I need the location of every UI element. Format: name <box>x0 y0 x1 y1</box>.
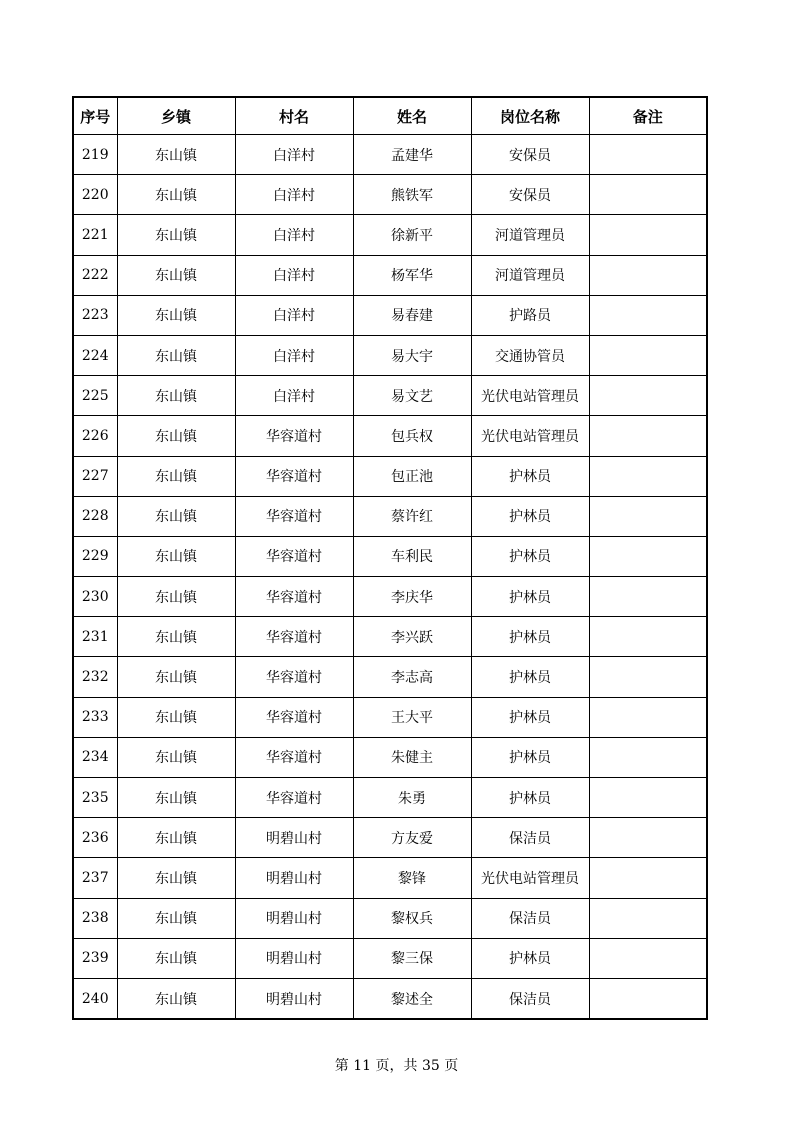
position-cell: 交通协管员 <box>471 335 589 375</box>
roster-table <box>72 96 708 1020</box>
name-cell: 蔡许红 <box>353 496 471 536</box>
name-cell: 黎三保 <box>353 938 471 978</box>
village-cell: 白洋村 <box>235 175 353 215</box>
index-cell: 238 <box>73 898 117 938</box>
table-header <box>73 97 707 135</box>
township-cell: 东山镇 <box>117 617 235 657</box>
remarks-cell <box>589 536 707 576</box>
name-cell: 朱健主 <box>353 737 471 777</box>
index-cell: 235 <box>73 778 117 818</box>
name-cell: 易大宇 <box>353 335 471 375</box>
index-cell: 227 <box>73 456 117 496</box>
name-cell: 孟建华 <box>353 135 471 175</box>
position-cell: 保洁员 <box>471 978 589 1019</box>
header-position: 岗位名称 <box>471 97 589 135</box>
township-cell: 东山镇 <box>117 737 235 777</box>
village-cell: 华容道村 <box>235 778 353 818</box>
village-cell: 白洋村 <box>235 335 353 375</box>
name-cell: 李兴跃 <box>353 617 471 657</box>
remarks-cell <box>589 376 707 416</box>
village-cell: 白洋村 <box>235 215 353 255</box>
village-cell: 明碧山村 <box>235 898 353 938</box>
name-cell: 李庆华 <box>353 577 471 617</box>
index-cell: 236 <box>73 818 117 858</box>
table-row <box>73 617 707 657</box>
index-cell: 221 <box>73 215 117 255</box>
name-cell: 易文艺 <box>353 376 471 416</box>
table-row <box>73 295 707 335</box>
remarks-cell <box>589 135 707 175</box>
index-cell: 229 <box>73 536 117 576</box>
remarks-cell <box>589 818 707 858</box>
village-cell: 华容道村 <box>235 737 353 777</box>
township-cell: 东山镇 <box>117 255 235 295</box>
village-cell: 华容道村 <box>235 577 353 617</box>
index-cell: 224 <box>73 335 117 375</box>
village-cell: 华容道村 <box>235 456 353 496</box>
position-cell: 护林员 <box>471 657 589 697</box>
position-cell: 护林员 <box>471 697 589 737</box>
index-cell: 219 <box>73 135 117 175</box>
position-cell: 安保员 <box>471 135 589 175</box>
header-remarks: 备注 <box>589 97 707 135</box>
remarks-cell <box>589 175 707 215</box>
name-cell: 黎权兵 <box>353 898 471 938</box>
header-village: 村名 <box>235 97 353 135</box>
position-cell: 护林员 <box>471 456 589 496</box>
name-cell: 李志高 <box>353 657 471 697</box>
position-cell: 护路员 <box>471 295 589 335</box>
township-cell: 东山镇 <box>117 938 235 978</box>
village-cell: 白洋村 <box>235 135 353 175</box>
position-cell: 护林员 <box>471 938 589 978</box>
village-cell: 华容道村 <box>235 416 353 456</box>
index-cell: 231 <box>73 617 117 657</box>
remarks-cell <box>589 657 707 697</box>
name-cell: 黎述全 <box>353 978 471 1019</box>
village-cell: 华容道村 <box>235 617 353 657</box>
remarks-cell <box>589 215 707 255</box>
village-cell: 明碧山村 <box>235 978 353 1019</box>
name-cell: 熊铁军 <box>353 175 471 215</box>
position-cell: 安保员 <box>471 175 589 215</box>
position-cell: 护林员 <box>471 617 589 657</box>
index-cell: 230 <box>73 577 117 617</box>
name-cell: 徐新平 <box>353 215 471 255</box>
page-footer: 第 11 页，共 35 页 <box>334 1058 459 1074</box>
remarks-cell <box>589 858 707 898</box>
index-cell: 233 <box>73 697 117 737</box>
township-cell: 东山镇 <box>117 456 235 496</box>
village-cell: 华容道村 <box>235 536 353 576</box>
village-cell: 明碧山村 <box>235 818 353 858</box>
name-cell: 王大平 <box>353 697 471 737</box>
table-row <box>73 818 707 858</box>
township-cell: 东山镇 <box>117 175 235 215</box>
position-cell: 河道管理员 <box>471 215 589 255</box>
remarks-cell <box>589 295 707 335</box>
village-cell: 白洋村 <box>235 295 353 335</box>
township-cell: 东山镇 <box>117 496 235 536</box>
table-row <box>73 376 707 416</box>
index-cell: 237 <box>73 858 117 898</box>
remarks-cell <box>589 737 707 777</box>
name-cell: 杨军华 <box>353 255 471 295</box>
table-body <box>73 135 707 1020</box>
township-cell: 东山镇 <box>117 577 235 617</box>
table-row <box>73 135 707 175</box>
name-cell: 包正池 <box>353 456 471 496</box>
position-cell: 护林员 <box>471 496 589 536</box>
township-cell: 东山镇 <box>117 376 235 416</box>
village-cell: 明碧山村 <box>235 938 353 978</box>
remarks-cell <box>589 978 707 1019</box>
table-row <box>73 335 707 375</box>
index-cell: 225 <box>73 376 117 416</box>
index-cell: 234 <box>73 737 117 777</box>
name-cell: 车利民 <box>353 536 471 576</box>
position-cell: 护林员 <box>471 536 589 576</box>
remarks-cell <box>589 416 707 456</box>
township-cell: 东山镇 <box>117 858 235 898</box>
remarks-cell <box>589 778 707 818</box>
position-cell: 保洁员 <box>471 898 589 938</box>
remarks-cell <box>589 496 707 536</box>
header-index: 序号 <box>73 97 117 135</box>
remarks-cell <box>589 255 707 295</box>
name-cell: 黎锋 <box>353 858 471 898</box>
header-township: 乡镇 <box>117 97 235 135</box>
name-cell: 包兵权 <box>353 416 471 456</box>
village-cell: 华容道村 <box>235 496 353 536</box>
remarks-cell <box>589 938 707 978</box>
township-cell: 东山镇 <box>117 135 235 175</box>
township-cell: 东山镇 <box>117 978 235 1019</box>
position-cell: 护林员 <box>471 577 589 617</box>
remarks-cell <box>589 335 707 375</box>
index-cell: 232 <box>73 657 117 697</box>
index-cell: 240 <box>73 978 117 1019</box>
position-cell: 光伏电站管理员 <box>471 858 589 898</box>
table-row <box>73 456 707 496</box>
index-cell: 222 <box>73 255 117 295</box>
village-cell: 明碧山村 <box>235 858 353 898</box>
remarks-cell <box>589 577 707 617</box>
township-cell: 东山镇 <box>117 295 235 335</box>
table-row <box>73 737 707 777</box>
index-cell: 239 <box>73 938 117 978</box>
township-cell: 东山镇 <box>117 657 235 697</box>
table-row <box>73 496 707 536</box>
name-cell: 朱勇 <box>353 778 471 818</box>
township-cell: 东山镇 <box>117 898 235 938</box>
position-cell: 河道管理员 <box>471 255 589 295</box>
remarks-cell <box>589 617 707 657</box>
table-row <box>73 778 707 818</box>
index-cell: 226 <box>73 416 117 456</box>
position-cell: 护林员 <box>471 778 589 818</box>
table-row <box>73 697 707 737</box>
village-cell: 白洋村 <box>235 255 353 295</box>
table-row <box>73 255 707 295</box>
village-cell: 华容道村 <box>235 697 353 737</box>
township-cell: 东山镇 <box>117 416 235 456</box>
table-row <box>73 858 707 898</box>
position-cell: 护林员 <box>471 737 589 777</box>
village-cell: 白洋村 <box>235 376 353 416</box>
table-row <box>73 536 707 576</box>
township-cell: 东山镇 <box>117 536 235 576</box>
table-row <box>73 577 707 617</box>
remarks-cell <box>589 898 707 938</box>
table-row <box>73 657 707 697</box>
index-cell: 228 <box>73 496 117 536</box>
township-cell: 东山镇 <box>117 818 235 858</box>
remarks-cell <box>589 456 707 496</box>
position-cell: 光伏电站管理员 <box>471 416 589 456</box>
township-cell: 东山镇 <box>117 215 235 255</box>
header-row <box>73 97 707 135</box>
index-cell: 223 <box>73 295 117 335</box>
index-cell: 220 <box>73 175 117 215</box>
header-name: 姓名 <box>353 97 471 135</box>
remarks-cell <box>589 697 707 737</box>
table-row <box>73 175 707 215</box>
township-cell: 东山镇 <box>117 335 235 375</box>
table-row <box>73 416 707 456</box>
table-row <box>73 938 707 978</box>
position-cell: 保洁员 <box>471 818 589 858</box>
position-cell: 光伏电站管理员 <box>471 376 589 416</box>
township-cell: 东山镇 <box>117 778 235 818</box>
name-cell: 易春建 <box>353 295 471 335</box>
table-row <box>73 978 707 1019</box>
village-cell: 华容道村 <box>235 657 353 697</box>
township-cell: 东山镇 <box>117 697 235 737</box>
table-row <box>73 215 707 255</box>
table-row <box>73 898 707 938</box>
name-cell: 方友爱 <box>353 818 471 858</box>
